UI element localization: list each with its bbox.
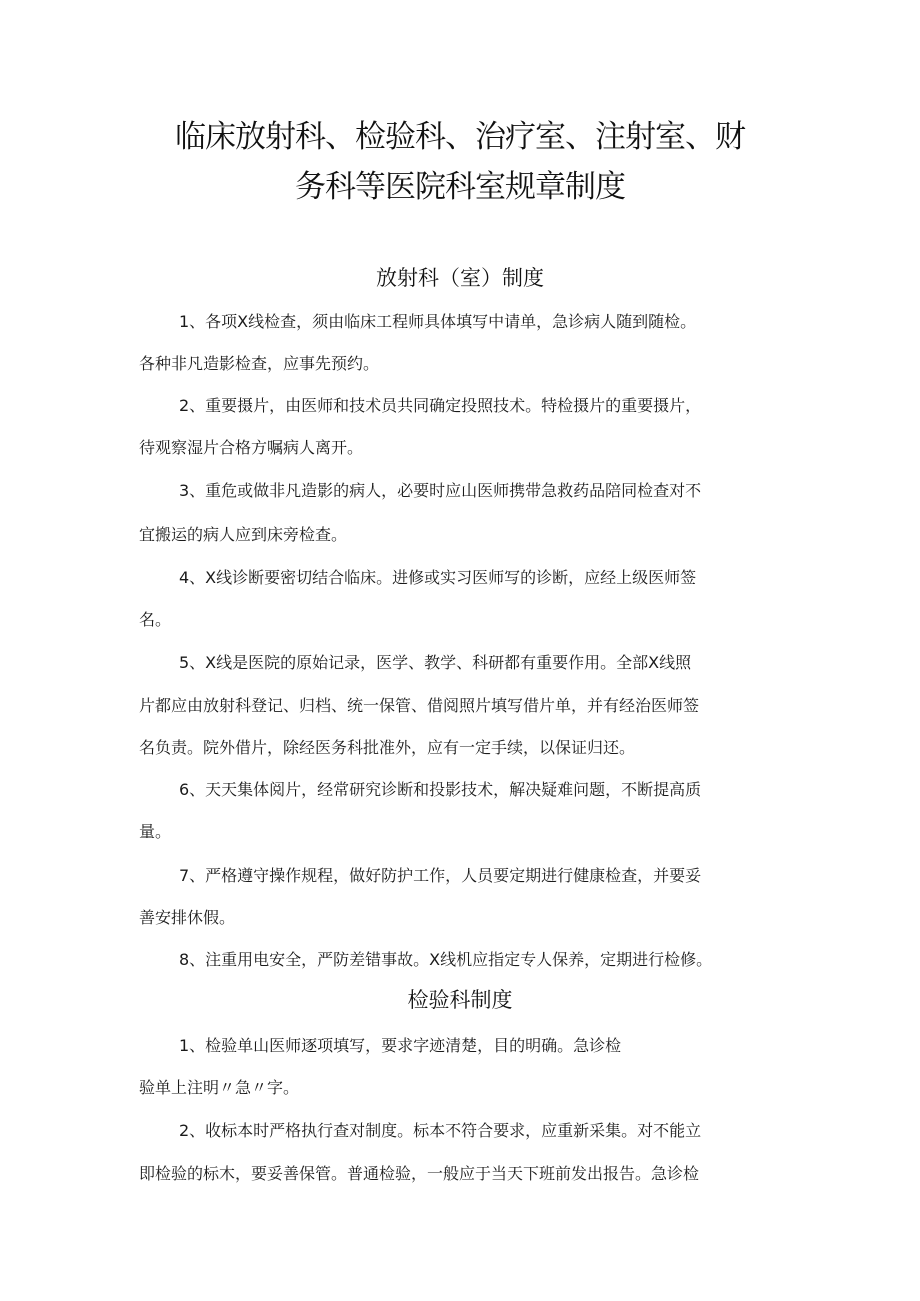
paragraph-line: 4、X线诊断要密切结合临床。进修或实习医师写的诊断，应经上级医师签 — [179, 568, 697, 587]
paragraph-line: 验单上注明〃急〃字。 — [139, 1078, 300, 1097]
paragraph-line: 6、天天集体阅片，经常研究诊断和投影技术，解决疑难问题，不断提高质 — [179, 780, 702, 799]
paragraph-line: 1、各项X线检查，须由临床工程师具体填写中请单，急诊病人随到随检。 — [179, 312, 697, 331]
paragraph-line: 名负责。院外借片，除经医务科批准外，应有一定手续，以保证归还。 — [139, 738, 636, 757]
paragraph-line: 8、注重用电安全，严防差错事故。X线机应指定专人保养，定期进行检修。 — [179, 950, 713, 969]
section-heading-radiology: 放射科（室）制度 — [376, 266, 544, 290]
paragraph-line: 量。 — [139, 822, 172, 841]
paragraph-line: 5、X线是医院的原始记录，医学、教学、科研都有重要作用。全部X线照 — [179, 653, 692, 672]
paragraph-line: 名。 — [139, 610, 172, 629]
paragraph-line: 宜搬运的病人应到床旁检查。 — [139, 525, 348, 544]
paragraph-line: 7、严格遵守操作规程，做好防护工作，人员要定期进行健康检查，并要妥 — [179, 866, 702, 885]
paragraph-line: 1、检验单山医师逐项填写，要求字迹清楚，目的明确。急诊检 — [179, 1036, 622, 1055]
paragraph-line: 片都应由放射科登记、归档、统一保管、借阅照片填写借片单，并有经治医师签 — [139, 696, 700, 715]
paragraph-line: 善安排休假。 — [139, 908, 236, 927]
paragraph-line: 即检验的标木，要妥善保管。普通检验，一般应于当天下班前发出报告。急诊检 — [139, 1164, 700, 1183]
paragraph-line: 各种非凡造影检查，应事先预约。 — [139, 354, 380, 373]
paragraph-line: 2、重要摄片，由医师和技术员共同确定投照技术。特检摄片的重要摄片， — [179, 396, 702, 415]
paragraph-line: 2、收标本时严格执行查对制度。标本不符合要求，应重新采集。对不能立 — [179, 1121, 702, 1140]
section-heading-laboratory: 检验科制度 — [407, 988, 513, 1012]
paragraph-line: 3、重危或做非凡造影的病人，必要时应山医师携带急救药品陪同检查对不 — [179, 481, 702, 500]
paragraph-line: 待观察湿片合格方嘱病人离开。 — [139, 438, 364, 457]
document-title-line-1: 临床放射科、检验科、治疗室、注射室、财 — [175, 119, 745, 155]
document-title-line-2: 务科等医院科室规章制度 — [295, 169, 625, 205]
